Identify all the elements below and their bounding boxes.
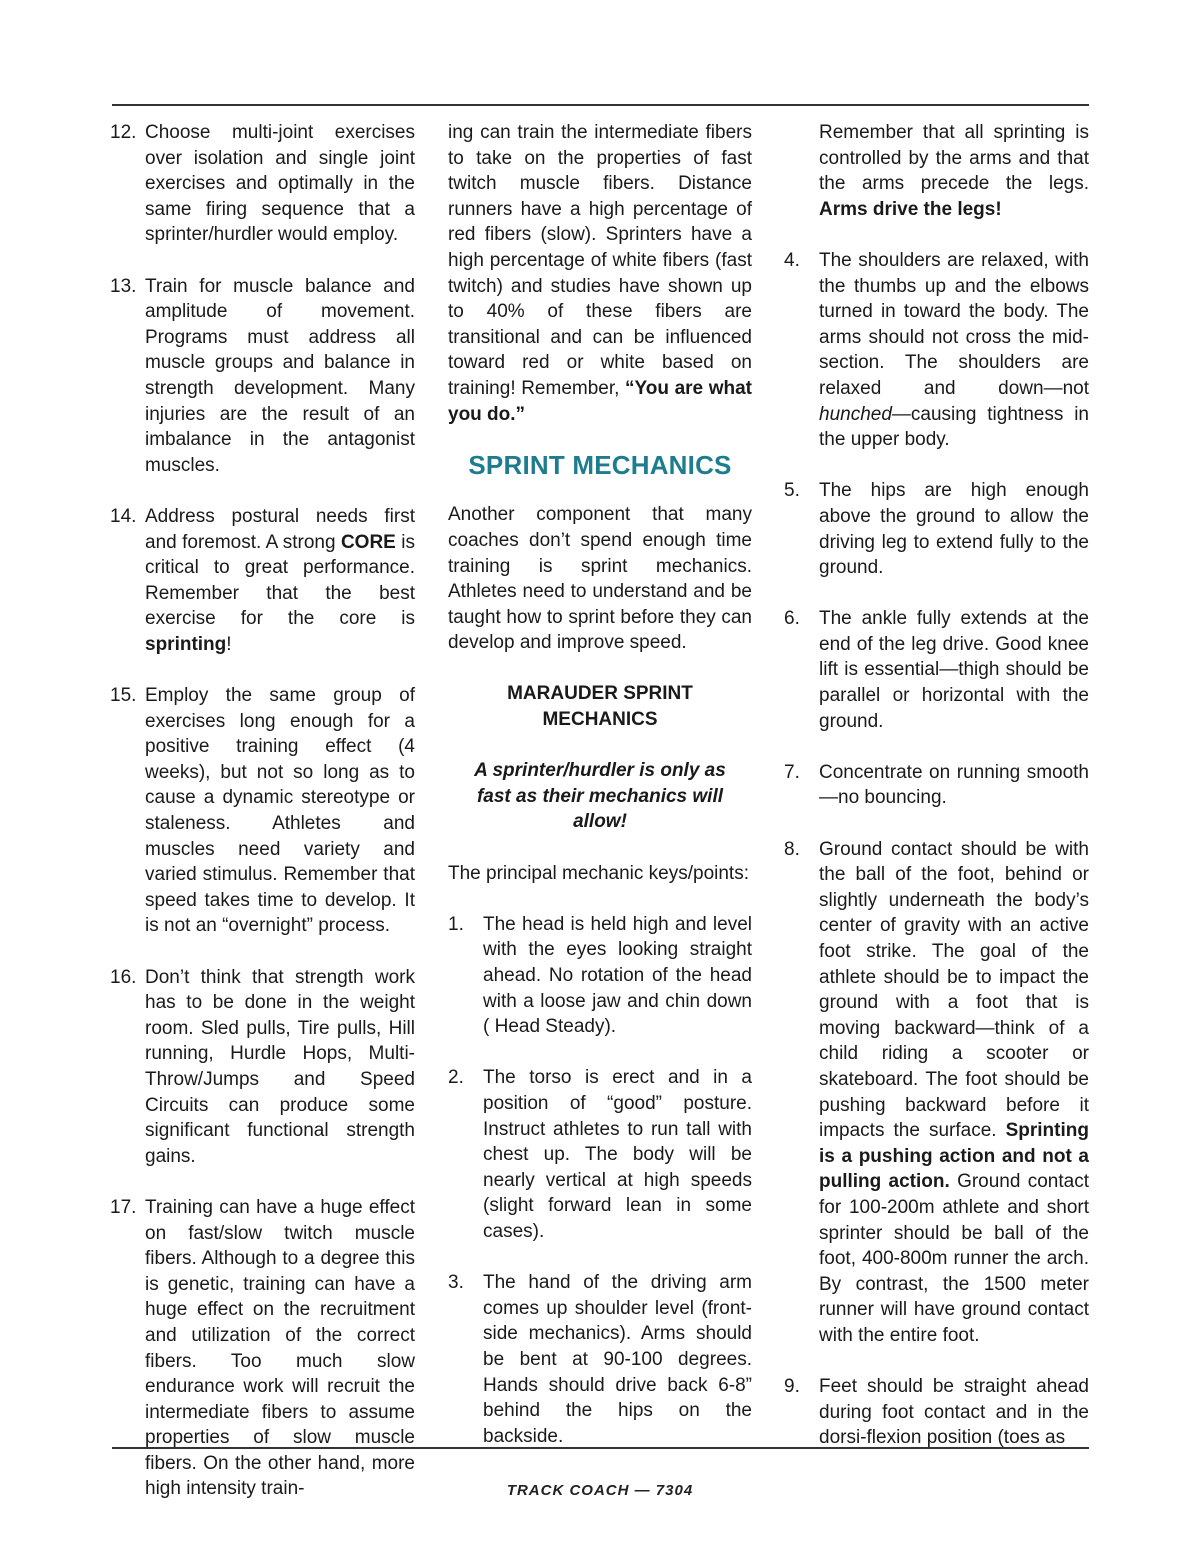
item-text (145, 504, 415, 658)
item-number: 3. (448, 1272, 464, 1294)
item-number: 15. (110, 685, 137, 707)
item-text: The hand of the driving arm comes up shoulder level (front-side mechanics). Arms should be bent at 90-100 degrees. Hands should drive back 6-8” behind the hips on the backside. (483, 1272, 752, 1447)
intro-paragraph: Another component that many coaches don’t spend enough time training is sprint mechanics. Athletes need to understand and be taught how to sprint before they can develop and improve speed. (448, 504, 752, 654)
item-text: Don’t think that strength work has to be done in the weight room. Sled pulls, Tire pulls, Hill running, Hurdle Hops, Multi-Throw/Jumps and Speed Circuits can produce some significant functional strength gains. (145, 966, 415, 1167)
text-run: The shoulders are relaxed, with the thumbs up and the elbows turned in toward the body. The arms should not cross the mid-section. The shoulders are relaxed and down—not (819, 249, 1089, 399)
item-text: Train for muscle balance and amplitude of movement. Programs must address all muscle groups and balance in strength development. Many injuries are the result of an imbalance in the antagonist muscles. (145, 275, 415, 476)
emphasis-arms: Arms drive the legs! (819, 198, 1002, 220)
item-text: Feet should be straight ahead during foot contact and in the dorsi-flexion position (toes as (819, 1376, 1089, 1449)
item-text: Employ the same group of exercises long enough for a positive training effect (4 weeks), but not so long as to cause a dynamic stereotype or staleness. Athletes and muscles need variety and varied stimulus. Remember that speed takes time to develop. It is not an “overnight” process. (145, 685, 415, 937)
item-text (819, 248, 1089, 453)
subheading-line-1: MARAUDER SPRINT (507, 683, 693, 705)
page-footer: TRACK COACH — 7304 (506, 1482, 694, 1499)
item-number: 9. (784, 1376, 800, 1398)
column-1 (110, 120, 415, 1528)
pull-quote: A sprinter/hurdler is only as fast as their mechanics will allow! (474, 760, 726, 833)
item-number: 17. (110, 1196, 137, 1218)
subheading (448, 681, 752, 732)
list-item (448, 912, 752, 1040)
item-number: 14. (110, 505, 137, 527)
list-item (448, 1065, 752, 1244)
item-number: 12. (110, 122, 137, 143)
item-number: 7. (784, 761, 800, 783)
text-run: —causing tightness in the upper body. (819, 403, 1089, 451)
list-item (110, 965, 415, 1170)
bottom-rule (112, 1447, 1089, 1449)
list-item (110, 504, 415, 658)
item-text: The ankle fully extends at the end of the leg drive. Good knee lift is essential—thigh should be parallel or horizontal with the ground. (819, 608, 1089, 732)
list-item (784, 1374, 1089, 1451)
text-run: Ground contact for 100-200m athlete and short sprinter should be ball of the foot, 400-800m runner the arch. By contrast, the 1500 meter runner will have ground contact with the entire foot. (819, 1171, 1089, 1346)
item-text: Training can have a huge effect on fast/slow twitch muscle fibers. Although to a degree this is genetic, training can have a huge effect on the recruitment and utilization of the correct fibers. Too much slow endurance work will recruit the intermediate fibers to assume properties of slow muscle fibers. On the other hand, more high intensity train- (145, 1196, 415, 1500)
emphasis-hunched: hunched (819, 403, 892, 425)
list-item (784, 478, 1089, 580)
item-text: Choose multi-joint exercises over isolation and single joint exercises and optimally in the same firing sequence that a sprinter/hurdler would employ. (145, 122, 415, 246)
section-heading: SPRINT MECHANICS (468, 449, 732, 480)
list-item (784, 248, 1089, 453)
item-number: 6. (784, 608, 800, 630)
lead-paragraph: The principal mechanic keys/points: (448, 862, 749, 884)
text-run: ! (226, 633, 232, 655)
list-item (110, 120, 415, 248)
item-number: 4. (784, 249, 800, 271)
emphasis-core: CORE (340, 531, 396, 553)
item-text: Concentrate on running smooth—no bouncing. (819, 761, 1089, 809)
item-number-spacer (784, 120, 819, 222)
item-number: 2. (448, 1067, 464, 1089)
text-run: is critical to great performance. Remember that the best exercise for the core is (145, 531, 415, 630)
item-text: The torso is erect and in a position of “good” posture. Instruct athletes to run tall with chest up. The body will be nearly vertical at high speeds (slight forward lean in some cases). (483, 1067, 752, 1242)
column-3 (784, 120, 1089, 1476)
continued-item (784, 120, 1089, 222)
column-2 (448, 120, 752, 1475)
top-rule (112, 104, 1089, 106)
item-text (819, 837, 1089, 1349)
subheading-line-2: MECHANICS (542, 709, 658, 731)
list-item (448, 1270, 752, 1449)
list-item (110, 274, 415, 479)
item-text: The head is held high and level with the eyes looking straight ahead. No rotation of the head with a loose jaw and chin down ( Head Steady). (483, 913, 752, 1038)
list-item (784, 606, 1089, 734)
text-run: Address postural needs first and foremost. A strong (145, 505, 415, 553)
item-number: 13. (110, 275, 137, 297)
item-text: The hips are high enough above the ground to allow the driving leg to extend fully to the ground. (819, 480, 1089, 579)
emphasis-quote: “You are what you do.” (448, 377, 753, 425)
list-item (110, 1195, 415, 1502)
emphasis-pushing: Sprinting is a pushing action and not a pulling action. (819, 1120, 1089, 1193)
text-run: ing can train the intermediate fibers to take on the properties of fast twitch muscle fibers. Distance runners have a high percentage of red fibers (slow). Sprinters have a high percentage of white fibers (fast twitch) and studies have shown up to 40% of these fibers are transitional and can be influenced toward red or white based on training! Remember, (448, 122, 752, 399)
emphasis-sprinting: sprinting (145, 633, 227, 655)
list-item (784, 760, 1089, 811)
list-item (110, 683, 415, 939)
item-number: 1. (448, 913, 464, 935)
continued-paragraph (448, 120, 752, 427)
item-number: 16. (110, 966, 137, 988)
item-number: 5. (784, 480, 800, 502)
item-text (819, 120, 1089, 222)
text-run: Ground contact should be with the ball of the foot, behind or slightly underneath the body’s center of gravity with an active foot strike. The goal of the athlete should be to impact the ground with a foot that is moving backward—think of a child riding a scooter or skateboard. The foot should be pushing backward before it impacts the surface. (819, 838, 1089, 1142)
list-item (784, 837, 1089, 1349)
text-run: Remember that all sprinting is controlled by the arms and that the arms precede the legs. (819, 122, 1089, 195)
item-number: 8. (784, 838, 800, 860)
